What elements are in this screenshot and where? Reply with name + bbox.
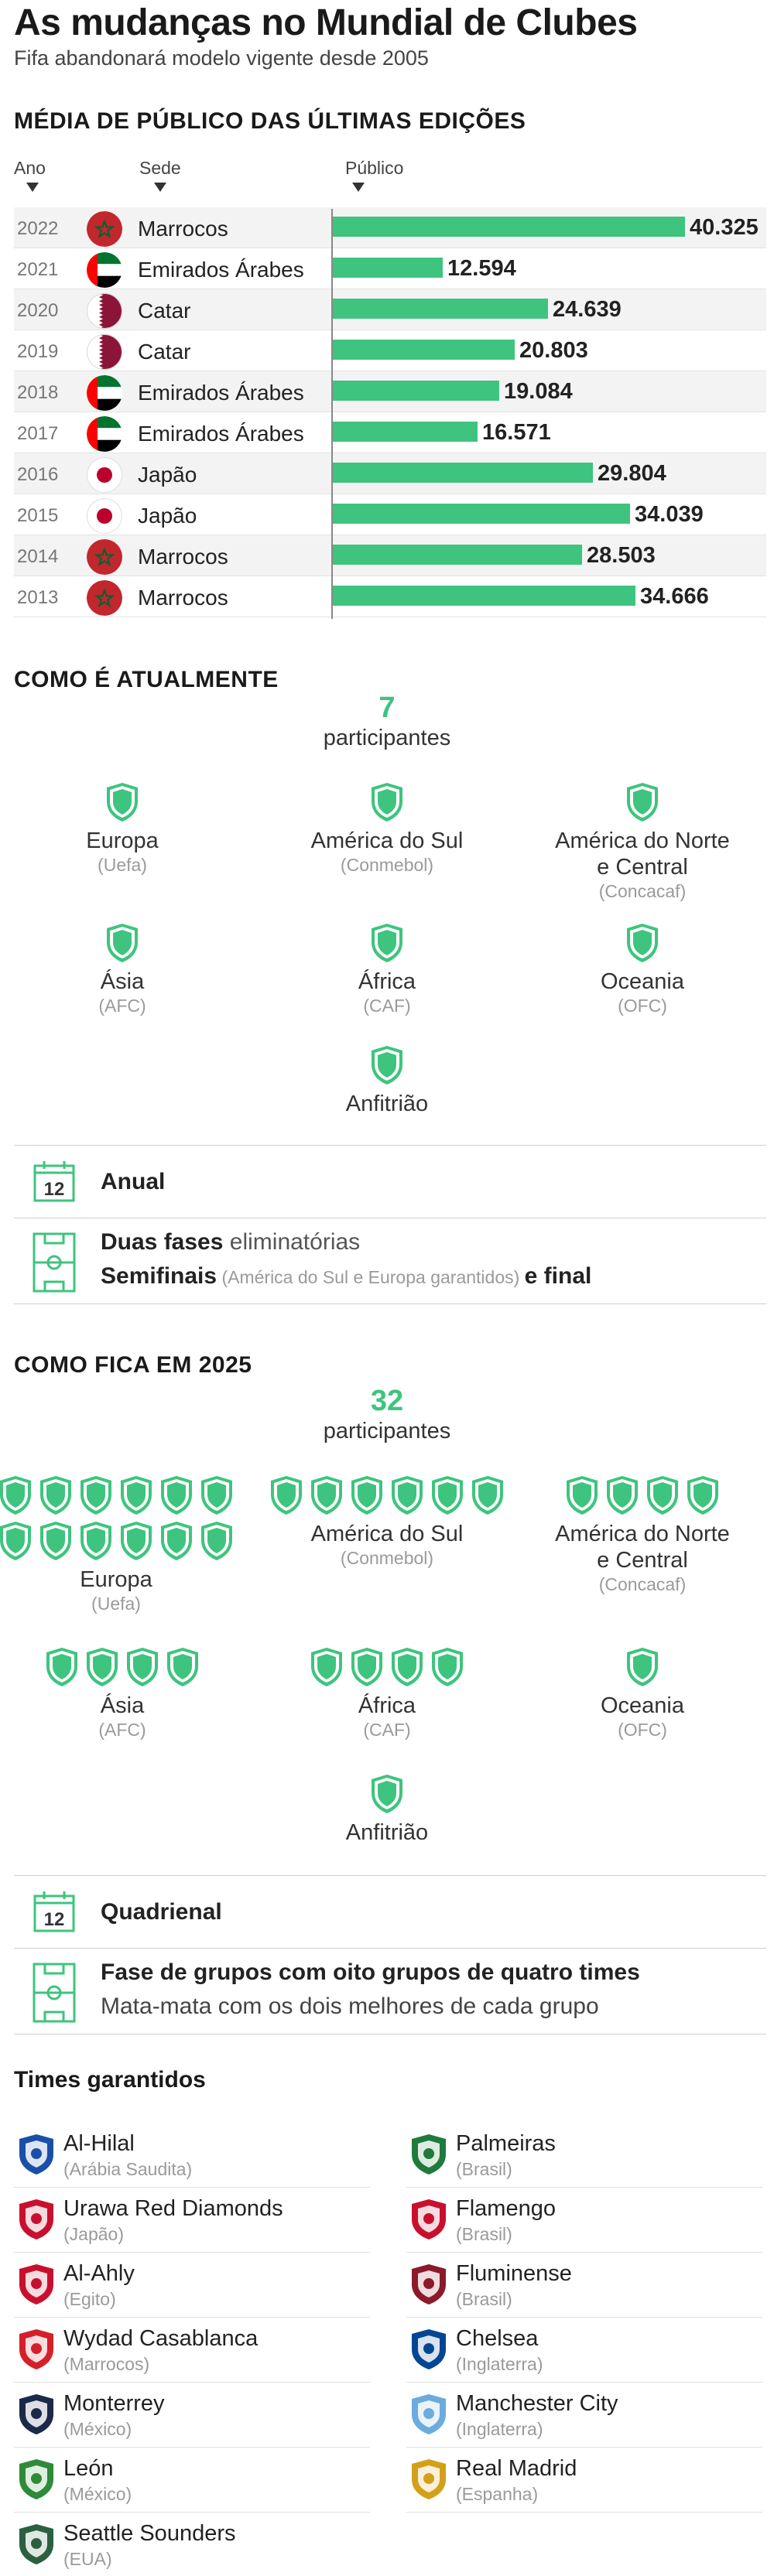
shield-icon: [624, 922, 661, 968]
shield-row: [526, 1646, 759, 1692]
shield-icon: [563, 1474, 601, 1520]
team-item: [406, 2448, 762, 2513]
shield-icon: [124, 1646, 161, 1692]
confederation-org: (CAF): [363, 1720, 411, 1740]
chart-row: [14, 289, 766, 330]
col-host-arrow-icon: [154, 183, 166, 192]
future-section-title: COMO FICA EM 2025: [14, 1352, 252, 1378]
shield-row: [6, 922, 238, 968]
team-crest-icon: [17, 2458, 56, 2501]
shield-icon: [308, 1646, 345, 1692]
confederation-block: [271, 1044, 503, 1116]
row-year: 2017: [17, 423, 59, 444]
confederation-org: (Uefa): [98, 855, 147, 875]
shield-row: [0, 1520, 232, 1566]
team-name: Chelsea: [456, 2326, 539, 2351]
team-name: Monterrey: [63, 2391, 165, 2416]
shield-icon: [368, 1773, 406, 1819]
shield-icon: [429, 1474, 466, 1520]
bar: [333, 340, 515, 360]
bar-value-label: 24.639: [553, 297, 622, 322]
bar-value-label: 12.594: [447, 256, 516, 281]
japan-flag-icon: [87, 498, 122, 534]
confederation-block: [526, 1474, 759, 1595]
current-participants-number: 7: [378, 692, 396, 724]
calendar-icon: [33, 1890, 76, 1933]
attendance-chart: [0, 155, 774, 619]
format-light: eliminatórias: [223, 1229, 361, 1255]
chart-row: [14, 330, 766, 371]
current-format-line1: [101, 1229, 360, 1256]
shield-icon: [84, 1646, 121, 1692]
row-host: Marrocos: [138, 217, 228, 241]
bar: [333, 463, 593, 483]
team-crest-icon: [17, 2133, 56, 2176]
confederation-name: Europa: [86, 828, 159, 853]
morocco-flag-icon: [87, 580, 122, 616]
bar: [333, 545, 582, 565]
current-frequency-row: [14, 1145, 766, 1218]
confederation-block: [526, 1646, 759, 1741]
bar: [333, 217, 685, 237]
shield-icon: [37, 1520, 74, 1566]
confederation-name: América do Sul: [310, 1522, 464, 1546]
semis-gray: (América do Sul e Europa garantidos): [217, 1267, 525, 1287]
shield-row: [526, 1474, 759, 1520]
team-country: (EUA): [63, 2549, 112, 2569]
col-head-audience: Público: [345, 158, 404, 178]
bar: [333, 586, 635, 606]
semis-bold: Semifinais: [101, 1263, 217, 1289]
confederation-name-line2: e Central: [597, 855, 688, 880]
japan-flag-icon: [87, 457, 122, 493]
calendar-number: 12: [43, 1909, 65, 1930]
chart-row: [14, 576, 766, 617]
shield-icon: [104, 781, 141, 827]
confederation-org: (Concacaf): [598, 1574, 687, 1594]
shield-icon: [624, 781, 661, 827]
shield-icon: [389, 1474, 426, 1520]
bar-value-label: 19.084: [504, 379, 573, 404]
calendar-icon: [33, 1160, 76, 1203]
shield-icon: [348, 1646, 385, 1692]
row-year: 2016: [17, 464, 59, 485]
bar-value-label: 34.666: [640, 584, 709, 609]
team-name: Wydad Casablanca: [63, 2326, 259, 2351]
confederation-name: Europa: [80, 1567, 152, 1592]
attendance-section-title: MÉDIA DE PÚBLICO DAS ÚLTIMAS EDIÇÕES: [14, 108, 526, 134]
team-item: [14, 2123, 370, 2188]
shield-icon: [368, 781, 406, 827]
uae-flag-icon: [87, 252, 122, 288]
calendar-number: 12: [43, 1179, 65, 1200]
confederation-org: (AFC): [98, 996, 146, 1016]
shield-icon: [77, 1520, 115, 1566]
chart-row: [14, 494, 766, 535]
confederation-block: [6, 781, 238, 876]
shield-icon: [604, 1474, 641, 1520]
confederation-block: [271, 922, 503, 1016]
shield-row: [0, 1474, 232, 1520]
shield-icon: [158, 1474, 195, 1520]
confederation-org: (Uefa): [91, 1594, 141, 1614]
row-host: Catar: [138, 299, 191, 323]
team-item: [14, 2383, 370, 2448]
confederation-name: Oceania: [600, 969, 684, 994]
confederation-block: [526, 922, 759, 1016]
col-head-year: Ano: [14, 158, 46, 178]
future-participants-number: 32: [370, 1385, 404, 1417]
col-year-arrow-icon: [26, 183, 39, 192]
team-name: Flamengo: [456, 2196, 556, 2221]
team-crest-icon: [17, 2393, 56, 2436]
bar: [333, 504, 630, 524]
confederation-org: (Concacaf): [598, 881, 687, 901]
shield-icon: [368, 1044, 406, 1090]
shield-icon: [0, 1474, 34, 1520]
confederation-name: América do Sul: [310, 828, 464, 853]
soccer-field-icon: [33, 1963, 76, 2023]
confederation-org: (OFC): [618, 1720, 667, 1740]
team-crest-icon: [409, 2263, 448, 2306]
team-name: Manchester City: [456, 2391, 618, 2416]
team-crest-icon: [409, 2393, 448, 2436]
qatar-flag-icon: [87, 293, 122, 329]
team-country: (Egito): [63, 2289, 116, 2309]
future-participants-label: participantes: [323, 1419, 451, 1443]
team-country: (Inglaterra): [456, 2354, 543, 2374]
confederation-name: África: [358, 969, 416, 994]
row-host: Marrocos: [138, 586, 228, 610]
future-format-line2: Mata-mata com os dois melhores de cada grupo: [101, 1993, 599, 2019]
shield-row: [6, 1646, 238, 1692]
shield-icon: [0, 1520, 34, 1566]
shield-icon: [104, 922, 141, 968]
confederation-name: América do Norte: [555, 828, 730, 853]
team-country: (Espanha): [456, 2484, 539, 2504]
row-year: 2019: [17, 341, 59, 362]
shield-icon: [158, 1520, 195, 1566]
team-country: (Brasil): [456, 2289, 512, 2309]
team-item: [14, 2253, 370, 2318]
chart-row: [14, 371, 766, 412]
current-section-title: COMO É ATUALMENTE: [14, 667, 279, 692]
semis-end: e final: [524, 1263, 592, 1289]
future-frequency: Quadrienal: [101, 1899, 222, 1925]
team-crest-icon: [17, 2198, 56, 2241]
format-bold: Duas fases: [101, 1229, 224, 1255]
shield-icon: [308, 1474, 345, 1520]
shield-row: [271, 1474, 503, 1520]
chart-row: [14, 412, 766, 453]
team-crest-icon: [409, 2133, 448, 2176]
team-crest-icon: [409, 2458, 448, 2501]
qatar-flag-icon: [87, 334, 122, 370]
team-country: (México): [63, 2484, 132, 2504]
team-country: (México): [63, 2419, 132, 2439]
shield-icon: [198, 1474, 235, 1520]
shield-icon: [348, 1474, 385, 1520]
confederation-name: América do Norte: [555, 1522, 730, 1546]
morocco-flag-icon: [87, 539, 122, 575]
shield-icon: [429, 1646, 466, 1692]
team-item: [406, 2188, 762, 2253]
confederation-block: [271, 1646, 503, 1741]
future-frequency-row: [14, 1875, 766, 1948]
team-name: Al-Ahly: [63, 2261, 135, 2286]
team-name: Al-Hilal: [63, 2131, 135, 2156]
row-year: 2018: [17, 382, 59, 403]
row-year: 2014: [17, 546, 59, 567]
confederation-block: [271, 1474, 503, 1569]
chart-row: [14, 207, 766, 248]
row-host: Marrocos: [138, 545, 228, 569]
confederation-block: [271, 1773, 503, 1845]
shield-icon: [164, 1646, 201, 1692]
shield-icon: [644, 1474, 681, 1520]
row-year: 2020: [17, 300, 59, 321]
confederation-org: (AFC): [98, 1720, 146, 1740]
row-host: Catar: [138, 340, 191, 364]
row-year: 2022: [17, 218, 59, 239]
col-head-host: Sede: [139, 158, 181, 178]
team-country: (Arábia Saudita): [63, 2159, 193, 2179]
confederation-org: (CAF): [363, 996, 411, 1016]
chart-row: [14, 248, 766, 289]
confederation-name: Anfitrião: [345, 1092, 429, 1116]
shield-icon: [268, 1474, 305, 1520]
team-crest-icon: [17, 2263, 56, 2306]
shield-row: [6, 781, 238, 827]
confederation-name-line2: e Central: [597, 1548, 688, 1573]
row-host: Emirados Árabes: [138, 381, 304, 405]
soccer-field-icon: [33, 1232, 76, 1293]
team-name: Palmeiras: [456, 2131, 556, 2156]
page-subtitle: Fifa abandonará modelo vigente desde 2005: [14, 46, 429, 70]
current-frequency: Anual: [101, 1169, 166, 1194]
team-country: (Inglaterra): [456, 2419, 543, 2439]
shield-row: [271, 1646, 503, 1692]
team-country: (Marrocos): [63, 2354, 150, 2374]
shield-row: [271, 1044, 503, 1090]
shield-icon: [368, 922, 406, 968]
shield-icon: [684, 1474, 721, 1520]
confederation-block: [271, 781, 503, 876]
shield-icon: [624, 1646, 661, 1692]
confederation-block: [0, 1474, 232, 1614]
team-item: [14, 2188, 370, 2253]
chart-axis-line: [331, 209, 333, 619]
team-name: Real Madrid: [456, 2456, 577, 2481]
team-crest-icon: [17, 2523, 56, 2566]
shield-icon: [77, 1474, 115, 1520]
shield-row: [271, 1773, 503, 1819]
confederation-org: (Conmebol): [340, 1548, 434, 1568]
bar: [333, 422, 478, 442]
teams-section-title: Times garantidos: [14, 2067, 206, 2093]
future-format-row: [14, 1948, 766, 2034]
row-year: 2021: [17, 259, 59, 280]
team-item: [406, 2253, 762, 2318]
confederation-block: [6, 1646, 238, 1741]
bar: [333, 299, 548, 319]
shield-icon: [43, 1646, 80, 1692]
team-crest-icon: [409, 2198, 448, 2241]
team-item: [14, 2448, 370, 2513]
confederation-block: [526, 781, 759, 902]
confederation-org: (Conmebol): [340, 855, 434, 875]
team-country: (Brasil): [456, 2159, 512, 2179]
row-host: Emirados Árabes: [138, 258, 304, 282]
team-item: [406, 2123, 762, 2188]
bar: [333, 381, 499, 401]
row-host: Japão: [138, 463, 197, 487]
team-name: Urawa Red Diamonds: [63, 2196, 283, 2221]
team-country: (Japão): [63, 2224, 124, 2244]
shield-icon: [198, 1520, 235, 1566]
morocco-flag-icon: [87, 211, 122, 247]
row-year: 2015: [17, 505, 59, 526]
bar: [333, 258, 443, 278]
bar-value-label: 16.571: [482, 420, 551, 445]
chart-row: [14, 453, 766, 494]
team-name: Seattle Sounders: [63, 2521, 236, 2546]
current-format-row: [14, 1218, 766, 1304]
current-participants-label: participantes: [323, 726, 451, 750]
confederation-name: Ásia: [100, 1693, 145, 1718]
shield-icon: [118, 1474, 155, 1520]
row-year: 2013: [17, 587, 59, 608]
confederation-name: Ásia: [100, 969, 145, 994]
bar-value-label: 34.039: [635, 502, 704, 527]
bar-value-label: 40.325: [690, 215, 759, 240]
shield-row: [271, 922, 503, 968]
uae-flag-icon: [87, 375, 122, 411]
team-country: (Brasil): [456, 2224, 512, 2244]
confederation-org: (OFC): [618, 996, 667, 1016]
confederation-block: [6, 922, 238, 1016]
col-audience-arrow-icon: [352, 183, 365, 192]
future-format-line1: Fase de grupos com oito grupos de quatro times: [101, 1959, 640, 1985]
team-name: Fluminense: [456, 2261, 572, 2286]
team-item: [406, 2383, 762, 2448]
shield-icon: [118, 1520, 155, 1566]
chart-row: [14, 535, 766, 576]
current-format-line2: [101, 1263, 591, 1290]
bar-value-label: 29.804: [598, 461, 666, 486]
bar-value-label: 20.803: [519, 338, 588, 363]
shield-icon: [37, 1474, 74, 1520]
shield-row: [526, 922, 759, 968]
row-host: Emirados Árabes: [138, 422, 304, 446]
header: [14, 3, 765, 70]
shield-icon: [389, 1646, 426, 1692]
team-name: León: [63, 2456, 114, 2481]
confederation-name: África: [358, 1693, 416, 1718]
team-crest-icon: [17, 2328, 56, 2371]
shield-row: [526, 781, 759, 827]
confederation-name: Oceania: [600, 1693, 684, 1718]
page-title: As mudanças no Mundial de Clubes: [14, 2, 638, 43]
confederation-name: Anfitrião: [345, 1820, 429, 1845]
team-item: [14, 2513, 370, 2576]
team-item: [406, 2318, 762, 2383]
bar-value-label: 28.503: [587, 543, 656, 568]
team-crest-icon: [409, 2328, 448, 2371]
uae-flag-icon: [87, 416, 122, 452]
team-item: [14, 2318, 370, 2383]
shield-row: [271, 781, 503, 827]
shield-icon: [469, 1474, 506, 1520]
row-host: Japão: [138, 504, 197, 528]
